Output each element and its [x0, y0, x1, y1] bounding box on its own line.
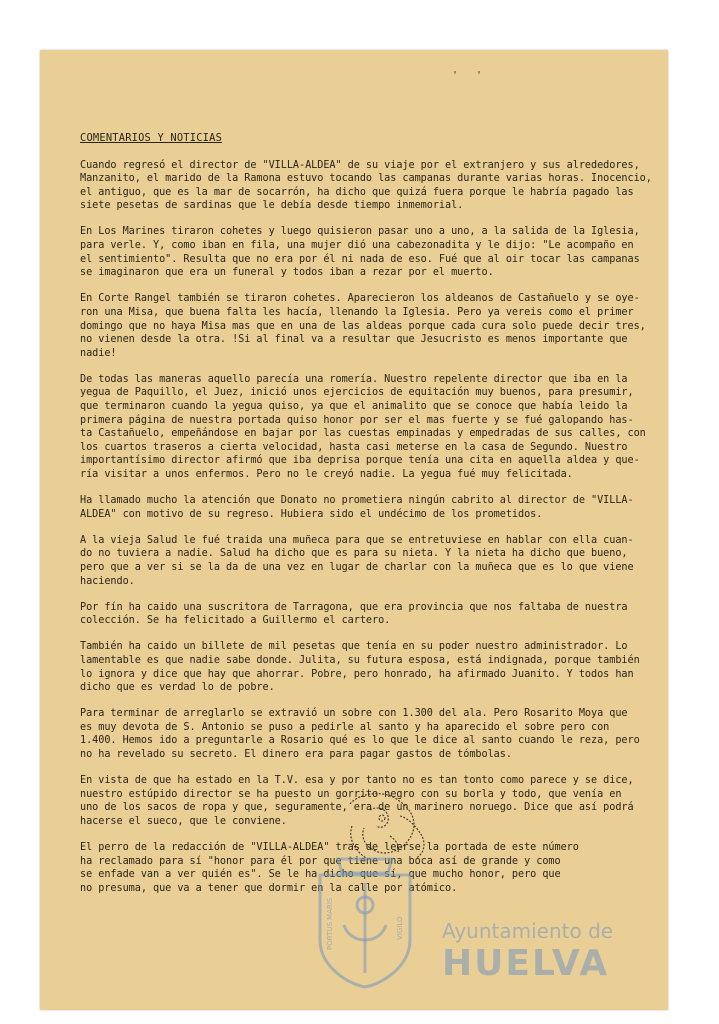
paragraph-romeria: De todas las maneras aquello parecía una romería. Nuestro repelente director que iba en la yegua de Paquillo, el Juez, inició unos ejercicios de equitación muy buenos, para presumir, que terminaron cuando la yegua quiso, ya que el animalito que se conoce que había leido la primera página de nuestra portada quiso honor por ser el mas fuerte y se fué galopando has- ta Castañuelo, empeñándose en bajar por las cuestas empinadas y empedradas de sus calles, con los cuartos traseros a cierta velocidad, hasta casi meterse en la casa de Segundo. Nuestro importantísimo director afirmó que iba deprisa porque tenía una cita en aquella aldea y que- ría visitar a unos enfermos. Pero no le creyó nadie. La yegua fué muy felicitada.: [80, 373, 646, 480]
paragraph-tarragona: Por fín ha caido una suscritora de Tarragona, que era provincia que nos faltaba de nuestra colección. Se ha felicitado a Guillermo el cartero.: [80, 601, 628, 627]
paragraph-donato: Ha llamado mucho la atención que Donato no prometiera ningún cabrito al director de "VILLA- ALDEA" con motivo de su regreso. Hubiera sido el undécimo de los prometidos.: [80, 495, 634, 520]
paragraph-los-marines: En Los Marines tiraron cohetes y luego quisieron pasar uno a uno, a la salida de la Iglesia, para verle. Y, como iban en fila, una mujer dió una cabezonadita y le dijo: "Le acompaño en el sentimiento". Resulta que no era por él ni nada de eso. Fué que al oir tocar las campanas se imaginaron que era un funeral y todos iban a rezar por el muerto.: [80, 226, 640, 279]
paragraph-tv: En vista de que ha estado en la T.V. esa y por tanto no es tan tonto como parece y se dice, nuestro estúpido director se ha puesto un gorrito negro con su borla y todo, que venía en uno de los sacos de ropa y que, seguramente, era de un marinero noruego. Dice que así podrá hacerse el sueco, que le conviene.: [80, 775, 634, 827]
paragraph-salud: A la vieja Salud le fué traida una muñeca para que se entretuviese en hablar con ella cuan- do no tuviera a nadie. Salud ha dicho que es para su nieta. Y la nieta ha dicho que bueno, pero que a ver si se la da de una vez en lugar de charlar con la muñeca que es lo que viene haciendo.: [80, 534, 634, 587]
huelva-shield-icon: [300, 855, 430, 990]
paragraph-billete: También ha caido un billete de mil pesetas que tenía en su poder nuestro administrador. Lo lamentable es que nadie sabe donde. Julita, su futura esposa, está indignada, porque también lo ignora y dice que hay que ahorrar. Pobre, pero honrado, ha afirmado Juanito. Y todos han dicho que es verdad lo de pobre.: [80, 641, 640, 694]
watermark-line1: Ayuntamiento de: [442, 919, 614, 943]
paragraph-corte-rangel: En Corte Rangel también se tiraron cohetes. Aparecieron los aldeanos de Castañuelo y se oye- ron una Misa, que buena falta les hacía, llenando la Iglesia. Pero ya vereis como el primer domingo que no haya Misa mas que en una de las aldeas porque cada cura solo puede decir tres, no vienen desde la otra. !Si al final va a resultar que Jesucristo es menos importante que nadie!: [80, 293, 646, 359]
shield-motto-right: VIGILO: [396, 916, 404, 940]
margin-marks: ' ': [452, 70, 489, 81]
document-heading: COMENTARIOS Y NOTICIAS: [80, 132, 223, 144]
watermark-line2: HUELVA: [442, 943, 610, 984]
paragraph-director-return: Cuando regresó el director de "VILLA-ALDEA" de su viaje por el extranjero y sus alrededores, Manzanito, el marido de la Ramona estuvo tocando las campanas durante varias horas. Inocencio, el antiguo, que es la mar de socarrón, ha dicho que quizá fuera porque le habría pagado las siete pesetas de sardinas que le debía desde tiempo inmemorial.: [80, 159, 652, 212]
shield-motto-left: PORTUS MARIS: [326, 897, 334, 950]
ayuntamiento-watermark: [300, 855, 650, 990]
paragraph-sobre: Para terminar de arreglarlo se extravió un sobre con 1.300 del ala. Pero Rosarito Moya que es muy devota de S. Antonio se puso a pedirle al santo y ha aparecido el sobre pero con 1.400. Hemos ido a preguntarle a Rosario qué es lo que le dice al santo cuando le reza, pero no ha revelado su secreto. El dinero era para pagar gastos de tómbolas.: [80, 708, 640, 760]
paragraph-perro: El perro de la redacción de "VILLA-ALDEA" tras de leerse la portada de este número ha reclamado para sí "honor para él por que tiene una boca así de grande y como se enfade van a ver quién es". Se le ha dicho que sí, que mucho honor, pero que no presuma, que va a tener que dormir en la calle por atómico.: [80, 841, 579, 894]
